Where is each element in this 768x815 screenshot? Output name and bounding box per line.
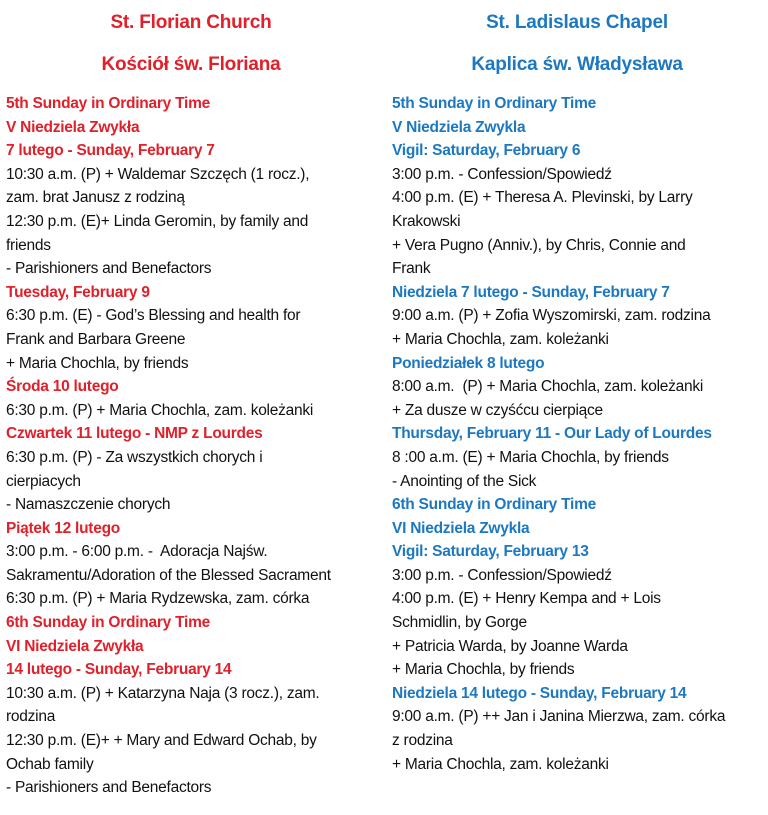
schedule-heading: 6th Sunday in Ordinary Time	[392, 496, 596, 514]
schedule-entry: 4:00 p.m. (E) + Theresa A. Plevinski, by Larry	[392, 189, 693, 207]
chapel-subtitle: Kaplica św. Władysława	[471, 54, 683, 75]
schedule-entry: + Maria Chochla, by friends	[392, 661, 575, 679]
schedule-heading: Niedziela 7 lutego - Sunday, February 7	[392, 283, 670, 301]
schedule-heading: Vigil: Saturday, February 13	[392, 543, 589, 561]
schedule-entry: Frank	[392, 260, 431, 278]
schedule-entry: Schmidlin, by Gorge	[392, 614, 527, 632]
schedule-entry: 4:00 p.m. (E) + Henry Kempa and + Lois	[392, 590, 661, 608]
schedule-heading: Poniedziałek 8 lutego	[392, 354, 545, 372]
chapel-title: St. Ladislaus Chapel	[486, 12, 668, 33]
schedule-entry: 8 :00 a.m. (E) + Maria Chochla, by friends	[392, 448, 669, 466]
schedule-heading: 14 lutego - Sunday, February 14	[6, 661, 232, 679]
schedule-entry: - Parishioners and Benefactors	[6, 260, 212, 278]
st-ladislaus-column	[392, 0, 762, 776]
schedule-heading: 6th Sunday in Ordinary Time	[6, 614, 210, 632]
schedule-entry: 8:00 a.m. (P) + Maria Chochla, zam. koleżanki	[392, 378, 704, 396]
schedule-entry: - Namaszczenie chorych	[6, 496, 171, 514]
schedule-entry: 3:00 p.m. - Confession/Spowiedź	[392, 566, 612, 584]
schedule-heading: Tuesday, February 9	[6, 283, 150, 301]
mass-schedule-list	[392, 92, 762, 776]
schedule-entry: + Maria Chochla, zam. koleżanki	[392, 330, 609, 348]
schedule-heading: Środa 10 lutego	[6, 378, 119, 396]
schedule-entry: + Maria Chochla, zam. koleżanki	[392, 755, 609, 773]
schedule-entry: 9:00 a.m. (P) + Zofia Wyszomirski, zam. rodzina	[392, 307, 711, 325]
schedule-entry: + Vera Pugno (Anniv.), by Chris, Connie and	[392, 236, 686, 254]
schedule-heading: Thursday, February 11 - Our Lady of Lourdes	[392, 425, 712, 443]
schedule-entry: Krakowski	[392, 212, 461, 230]
schedule-heading: Piątek 12 lutego	[6, 519, 121, 537]
schedule-heading: Niedziela 14 lutego - Sunday, February 14	[392, 684, 687, 702]
schedule-entry: 9:00 a.m. (P) ++ Jan i Janina Mierzwa, zam. córka	[392, 708, 726, 726]
schedule-entry: cierpiacych	[6, 472, 81, 490]
schedule-entry: 6:30 p.m. (P) - Za wszystkich chorych i	[6, 448, 263, 466]
schedule-heading: 5th Sunday in Ordinary Time	[392, 95, 596, 112]
schedule-heading: VI Niedziela Zwykła	[6, 637, 144, 655]
schedule-entry: 6:30 p.m. (E) - God’s Blessing and health for	[6, 307, 301, 325]
church-subtitle: Kościół św. Floriana	[101, 54, 281, 75]
schedule-heading: 7 lutego - Sunday, February 7	[6, 142, 215, 160]
schedule-entry: - Parishioners and Benefactors	[6, 779, 212, 797]
schedule-entry: 10:30 a.m. (P) + Katarzyna Naja (3 rocz.), zam.	[6, 684, 320, 702]
schedule-heading: V Niedziela Zwykla	[392, 118, 526, 136]
schedule-heading: Vigil: Saturday, February 6	[392, 142, 581, 160]
church-title: St. Florian Church	[110, 12, 272, 33]
mass-schedule-list	[6, 92, 376, 800]
schedule-entry: + Za dusze w czyśćcu cierpiące	[392, 401, 603, 419]
schedule-entry: 12:30 p.m. (E)+ + Mary and Edward Ochab, by	[6, 732, 317, 750]
schedule-entry: 3:00 p.m. - Confession/Spowiedź	[392, 165, 612, 183]
schedule-entry: friends	[6, 236, 51, 254]
schedule-entry: zam. brat Janusz z rodziną	[6, 189, 185, 207]
schedule-entry: - Anointing of the Sick	[392, 472, 537, 490]
schedule-entry: 3:00 p.m. - 6:00 p.m. - Adoracja Najśw.	[6, 543, 268, 561]
schedule-entry: Ochab family	[6, 755, 94, 773]
schedule-entry: 12:30 p.m. (E)+ Linda Geromin, by family and	[6, 212, 309, 230]
schedule-heading: Czwartek 11 lutego - NMP z Lourdes	[6, 425, 263, 443]
schedule-entry: Frank and Barbara Greene	[6, 330, 186, 348]
schedule-heading: V Niedziela Zwykła	[6, 118, 140, 136]
schedule-entry: 6:30 p.m. (P) + Maria Rydzewska, zam. córka	[6, 590, 310, 608]
st-florian-column	[6, 0, 376, 800]
schedule-entry: z rodzina	[392, 732, 453, 750]
schedule-heading: VI Niedziela Zwykla	[392, 519, 530, 537]
schedule-entry: + Patricia Warda, by Joanne Warda	[392, 637, 628, 655]
schedule-entry: 6:30 p.m. (P) + Maria Chochla, zam. koleżanki	[6, 401, 314, 419]
schedule-entry: Sakramentu/Adoration of the Blessed Sacrament	[6, 566, 331, 584]
schedule-heading: 5th Sunday in Ordinary Time	[6, 95, 210, 112]
schedule-entry: + Maria Chochla, by friends	[6, 354, 189, 372]
schedule-entry: 10:30 a.m. (P) + Waldemar Szczęch (1 rocz.),	[6, 165, 310, 183]
schedule-entry: rodzina	[6, 708, 56, 726]
